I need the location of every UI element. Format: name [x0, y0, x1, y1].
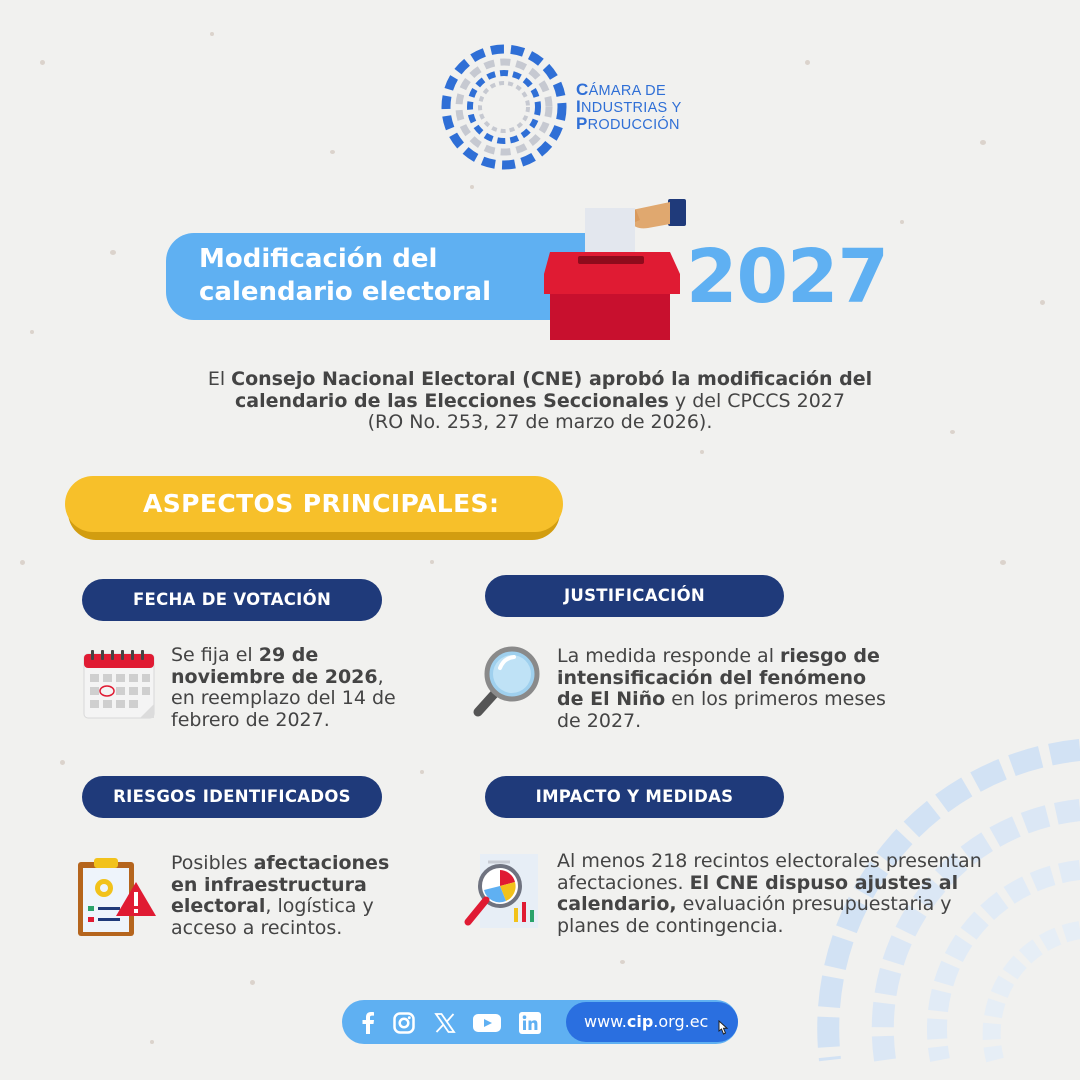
- impacto-text-2: evaluación presupuestaria y planes de contingencia.: [557, 893, 952, 937]
- logo-initial-i: I: [576, 97, 582, 116]
- cip-logo-text: [576, 82, 682, 133]
- justificacion-bold: riesgo de intensificación del fenómeno de El Niño: [557, 645, 880, 710]
- cursor-icon: [716, 1020, 730, 1036]
- fecha-text-2: , en reemplazo del 14 de febrero de 2027.: [171, 665, 396, 731]
- riesgos-bold: afectaciones en infraestructura electoral: [171, 852, 390, 917]
- intro-paragraph: [160, 369, 920, 434]
- logo-line2: NDUSTRIAS Y: [581, 100, 682, 116]
- facebook-icon[interactable]: [360, 1012, 376, 1034]
- chart-analysis-icon: [462, 852, 542, 932]
- url-bold: cip: [626, 1012, 654, 1031]
- riesgos-text-1: Posibles: [171, 852, 254, 874]
- intro-reference: (RO No. 253, 27 de marzo de 2026).: [367, 411, 713, 433]
- intro-suffix: y del CPCCS 2027: [668, 389, 845, 412]
- justificacion-text-2: en los primeros meses de 2027.: [557, 688, 886, 732]
- url-suffix: .org.ec: [653, 1012, 709, 1031]
- aspects-banner: ASPECTOS PRINCIPALES:: [65, 476, 563, 532]
- instagram-icon[interactable]: [393, 1012, 415, 1034]
- cip-logo-mark: [440, 43, 568, 171]
- logo-line1: ÁMARA DE: [588, 83, 666, 99]
- section-impacto-label: IMPACTO Y MEDIDAS: [485, 776, 784, 818]
- youtube-icon[interactable]: [472, 1012, 502, 1034]
- fecha-text: [171, 645, 396, 731]
- justificacion-text-1: La medida responde al: [557, 645, 781, 667]
- logo-line3: RODUCCIÓN: [587, 117, 680, 133]
- ballot-box-icon: [540, 196, 690, 344]
- justificacion-text: [557, 646, 887, 732]
- magnifier-icon: [470, 646, 542, 720]
- intro-prefix: El: [207, 368, 232, 390]
- url-prefix: www.: [584, 1012, 627, 1031]
- page-title: [199, 243, 529, 309]
- logo-initial-p: P: [576, 114, 588, 133]
- calendar-icon: [82, 648, 158, 720]
- impacto-text-1: Al menos 218 recintos electorales presentan afectaciones.: [557, 850, 982, 894]
- section-riesgos-label: RIESGOS IDENTIFICADOS: [82, 776, 382, 818]
- section-fecha-label: FECHA DE VOTACIÓN: [82, 579, 382, 621]
- linkedin-icon[interactable]: [519, 1012, 541, 1034]
- section-justificacion-label: JUSTIFICACIÓN: [485, 575, 784, 617]
- logo-initial-c: C: [576, 80, 589, 99]
- fecha-date: 29 de noviembre de 2026: [171, 644, 378, 688]
- x-icon[interactable]: [434, 1012, 456, 1034]
- riesgos-text: [171, 853, 416, 939]
- intro-bold: Consejo Nacional Electoral (CNE) aprobó la modificación del calendario de las Elecciones Seccionales: [231, 368, 873, 412]
- website-link[interactable]: [566, 1002, 738, 1042]
- riesgos-text-2: , logística y acceso a recintos.: [171, 895, 374, 939]
- election-year: 2027: [686, 234, 888, 320]
- title-line1: Modificación del: [199, 244, 438, 274]
- title-line2: calendario electoral: [199, 277, 491, 307]
- impacto-bold: El CNE dispuso ajustes al calendario,: [557, 871, 959, 915]
- clipboard-warning-icon: [76, 856, 158, 938]
- fecha-text-1: Se fija el: [171, 644, 259, 666]
- impacto-text: [557, 851, 1002, 937]
